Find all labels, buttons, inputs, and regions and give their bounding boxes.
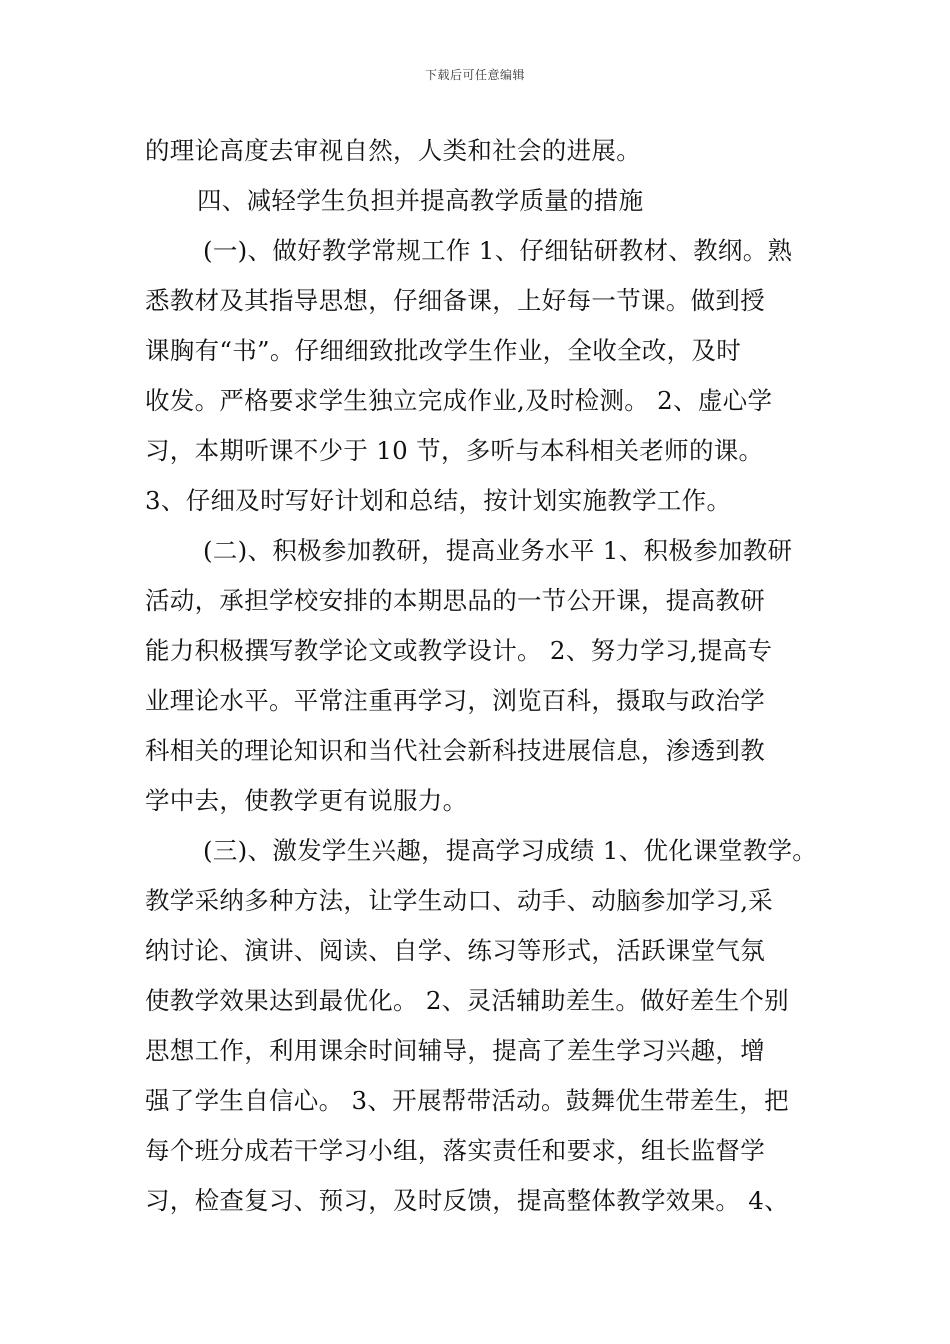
text-line: 业理论水平。平常注重再学习，浏览百科，摄取与政治学	[145, 686, 765, 715]
document-body	[145, 126, 818, 1226]
text-line: 3、仔细及时写好计划和总结，按计划实施教学工作。	[145, 486, 732, 515]
text-line: (一)、做好教学常规工作 1、仔细钻研教材、教纲。熟	[203, 236, 793, 265]
text-line: 四、减轻学生负担并提高教学质量的措施	[197, 186, 644, 215]
text-line: 课胸有“书”。仔细细致批改学生作业，全收全改，及时	[145, 336, 742, 365]
text-line: 的理论高度去审视自然，人类和社会的进展。	[145, 136, 641, 165]
header-note: 下载后可任意编辑	[424, 68, 525, 82]
text-line: 能力积极撰写教学论文或教学设计。 2、努力学习,提高专	[145, 636, 773, 665]
paragraph	[145, 126, 805, 176]
text-line: (三)、激发学生兴趣，提高学习成绩 1、优化课堂教学。	[203, 836, 818, 865]
text-line: 每个班分成若干学习小组，落实责任和要求，组长监督学	[145, 1136, 765, 1165]
text-line: 科相关的理论知识和当代社会新科技进展信息，渗透到教	[145, 736, 765, 765]
text-line: (二)、积极参加教研，提高业务水平 1、积极参加教研	[203, 536, 793, 565]
text-line: 纳讨论、演讲、阅读、自学、练习等形式，活跃课堂气氛	[145, 936, 765, 965]
paragraph	[145, 226, 805, 526]
text-line: 强了学生自信心。 3、开展帮带活动。鼓舞优生带差生，把	[145, 1086, 789, 1115]
text-line: 收发。严格要求学生独立完成作业,及时检测。 2、虚心学	[145, 386, 773, 415]
text-line: 学中去，使教学更有说服力。	[145, 786, 468, 815]
text-line: 使教学效果达到最优化。 2、灵活辅助差生。做好差生个别	[145, 986, 789, 1015]
text-line: 习，本期听课不少于 10 节，多听与本科相关老师的课。	[145, 436, 764, 465]
section-heading	[145, 176, 805, 226]
text-line: 活动，承担学校安排的本期思品的一节公开课，提高教研	[145, 586, 765, 615]
text-line: 习，检查复习、预习，及时反馈，提高整体教学效果。 4、	[145, 1186, 789, 1215]
text-line: 思想工作，利用课余时间辅导，提高了差生学习兴趣，增	[145, 1036, 765, 1065]
paragraph	[145, 526, 805, 826]
text-line: 教学采纳多种方法，让学生动口、动手、动脑参加学习,采	[145, 886, 774, 915]
paragraph	[145, 826, 818, 1226]
text-line: 悉教材及其指导思想，仔细备课，上好每一节课。做到授	[145, 286, 765, 315]
